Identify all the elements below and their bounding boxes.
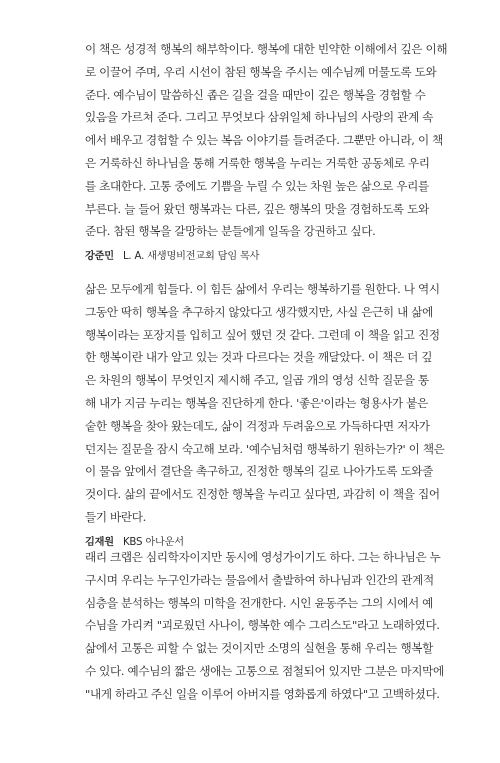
text-line: 것이다. 삶의 끝에서도 진정한 행복을 누리고 싶다면, 과감히 이 책을 집어 — [85, 487, 440, 502]
endorsement-1-author — [85, 250, 417, 264]
text-line: 준다. 참된 행복을 갈망하는 분들에게 일독을 강권하고 싶다. — [85, 224, 376, 239]
endorsement-3 — [85, 546, 444, 706]
endorsement-3-text — [85, 546, 444, 706]
author-name: 김재원 — [85, 536, 114, 548]
author-role: KBS 아나운서 — [122, 536, 184, 548]
text-line: 부른다. 늘 들어 왔던 행복과는 다른, 깊은 행복의 맛을 경험하도록 도와 — [85, 201, 429, 216]
endorsement-1 — [85, 38, 448, 264]
text-line: 숱한 행복을 찾아 왔는데도, 삶이 걱정과 두려움으로 가득하다면 저자가 — [85, 418, 430, 433]
text-line: 구시며 우리는 누구인가라는 물음에서 출발하여 하나님과 인간의 관계적 — [85, 572, 434, 587]
text-line: 은 거룩하신 하나님을 통해 거룩한 행복을 누리는 거룩한 공동체로 우리 — [85, 155, 430, 170]
text-line: 를 초대한다. 고통 중에도 기쁨을 누릴 수 있는 차원 높은 삶으로 우리를 — [85, 178, 429, 193]
text-line: 삶은 모두에게 힘들다. 이 힘든 삶에서 우리는 행복하기를 원한다. 나 역시 — [85, 282, 440, 296]
endorsement-1-text — [85, 38, 448, 243]
text-line: "내게 하라고 주신 일을 이루어 아버지를 영화롭게 하였다"고 고백하셨다. — [85, 686, 440, 701]
text-line: 삶에서 고통은 피할 수 없는 것이지만 소명의 실현을 통해 우리는 행복할 — [85, 641, 433, 656]
text-line: 이 물음 앞에서 결단을 촉구하고, 진정한 행복의 길로 나아가도록 도와줄 — [85, 464, 433, 479]
text-line: 있음을 가르쳐 준다. 그리고 무엇보다 삼위일체 하나님의 사랑의 관계 속 — [85, 110, 433, 125]
text-line: 이 책은 성경적 행복의 해부학이다. 행복에 대한 빈약한 이해에서 깊은 이해 — [85, 42, 448, 56]
text-line: 준다. 예수님이 말씀하신 좁은 길을 걸을 때만이 깊은 행복을 경험할 수 — [85, 87, 426, 102]
text-line: 은 차원의 행복이 무엇인지 제시해 주고, 일곱 개의 영성 신학 질문을 통 — [85, 373, 429, 388]
text-line: 심층을 분석하는 행복의 미학을 전개한다. 시인 윤동주는 그의 시에서 예 — [85, 595, 433, 610]
endorsement-2 — [85, 278, 445, 550]
text-line: 들기 바란다. — [85, 509, 146, 524]
text-line: 그동안 딱히 행복을 추구하지 않았다고 생각했지만, 사실 은근히 내 삶에 — [85, 304, 433, 319]
text-line: 행복이라는 포장지를 입히고 싶어 했던 것 같다. 그런데 이 책을 읽고 진정 — [85, 327, 440, 342]
text-line: 래리 크랩은 심리학자이지만 동시에 영성가이기도 하다. 그는 하나님은 누 — [85, 550, 441, 564]
text-line: 수 있다. 예수님의 짧은 생애는 고통으로 점철되어 있지만 그분은 마지막에 — [85, 663, 444, 678]
text-line: 수님을 가리켜 "괴로웠던 사나이, 행복한 예수 그리스도"라고 노래하였다. — [85, 618, 440, 633]
text-line: 로 이끌어 주며, 우리 시선이 참된 행복을 주시는 예수님께 머물도록 도와 — [85, 64, 437, 79]
text-line: 한 행복이란 내가 알고 있는 것과 다르다는 것을 깨달았다. 이 책은 더 깊 — [85, 350, 433, 365]
author-role: L. A. 새생명비전교회 담임 목사 — [122, 251, 260, 263]
text-line: 에서 배우고 경험할 수 있는 복음 이야기를 들려준다. 그뿐만 아니라, 이 책 — [85, 133, 443, 148]
author-name: 강준민 — [85, 251, 114, 263]
endorsement-2-text — [85, 278, 445, 529]
text-line: 해 내가 지금 누리는 행복을 진단하게 한다. '좋은'이라는 형용사가 붙은 — [85, 395, 428, 410]
text-line: 던지는 질문을 잠시 숙고해 보라. '예수님처럼 행복하기 원하는가?' 이 책은 — [85, 441, 445, 456]
